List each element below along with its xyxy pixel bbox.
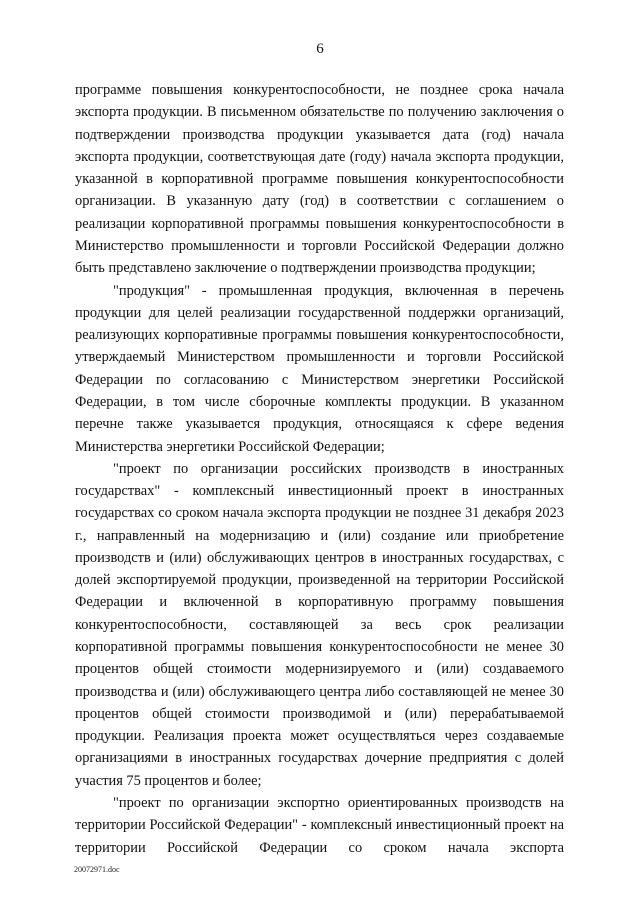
document-body <box>75 79 564 859</box>
page-number: 6 <box>316 41 324 57</box>
paragraph: "проект по организации экспортно ориентированных производств на территории Российской Федерации" - комплексный инвестиционный проект на территории Российской Федерации со сроком начала экспорта <box>75 795 564 856</box>
paragraph: "продукция" - промышленная продукция, включенная в перечень продукции для целей реализации государственной поддержки организаций, реализующих корпоративные программы повышения конкурентоспособности, утверждаемый Министерством промышленности и торговли Российской Федерации по согласованию с Министерством энергетики Российской Федерации, в том числе сборочные комплекты продукции. В указанном перечне также указывается продукция, относящаяся к сфере ведения Министерства энергетики Российской Федерации; <box>75 282 564 455</box>
paragraph: "проект по организации российских производств в иностранных государствах" - комплексный инвестиционный проект в иностранных государствах со сроком начала экспорта продукции не позднее 31 декабря 2023 г., направленный на модернизацию и (или) создание или приобретение производств и (или) обслуживающих центров в иностранных государствах, с долей экспортируемой продукции, произведенной на территории Российской Федерации и включенной в корпоративную программу повышения конкурентоспособности, составляющей за весь срок реализации корпоративной программы повышения конкурентоспособности не менее 30 процентов общей стоимости модернизируемого и (или) создаваемого производства и (или) обслуживающего центра либо составляющей не менее 30 процентов общей стоимости производимой и (или) перерабатываемой продукции. Реализация проекта может осуществляться через создаваемые организациями в иностранных государствах дочерние предприятия с долей участия 75 процентов и более; <box>75 460 564 789</box>
footer-filename: 20072971.doc <box>74 865 120 874</box>
paragraph: программе повышения конкурентоспособности, не позднее срока начала экспорта продукции. В письменном обязательстве по получению заключения о подтверждении производства продукции указывается дата (год) начала экспорта продукции, соответствующая дате (году) начала экспорта продукции, указанной в корпоративной программе повышения конкурентоспособности организации. В указанную дату (год) в соответствии с соглашением о реализации корпоративной программы повышения конкурентоспособности в Министерство промышленности и торговли Российской Федерации должно быть представлено заключение о подтверждении производства продукции; <box>75 82 564 277</box>
